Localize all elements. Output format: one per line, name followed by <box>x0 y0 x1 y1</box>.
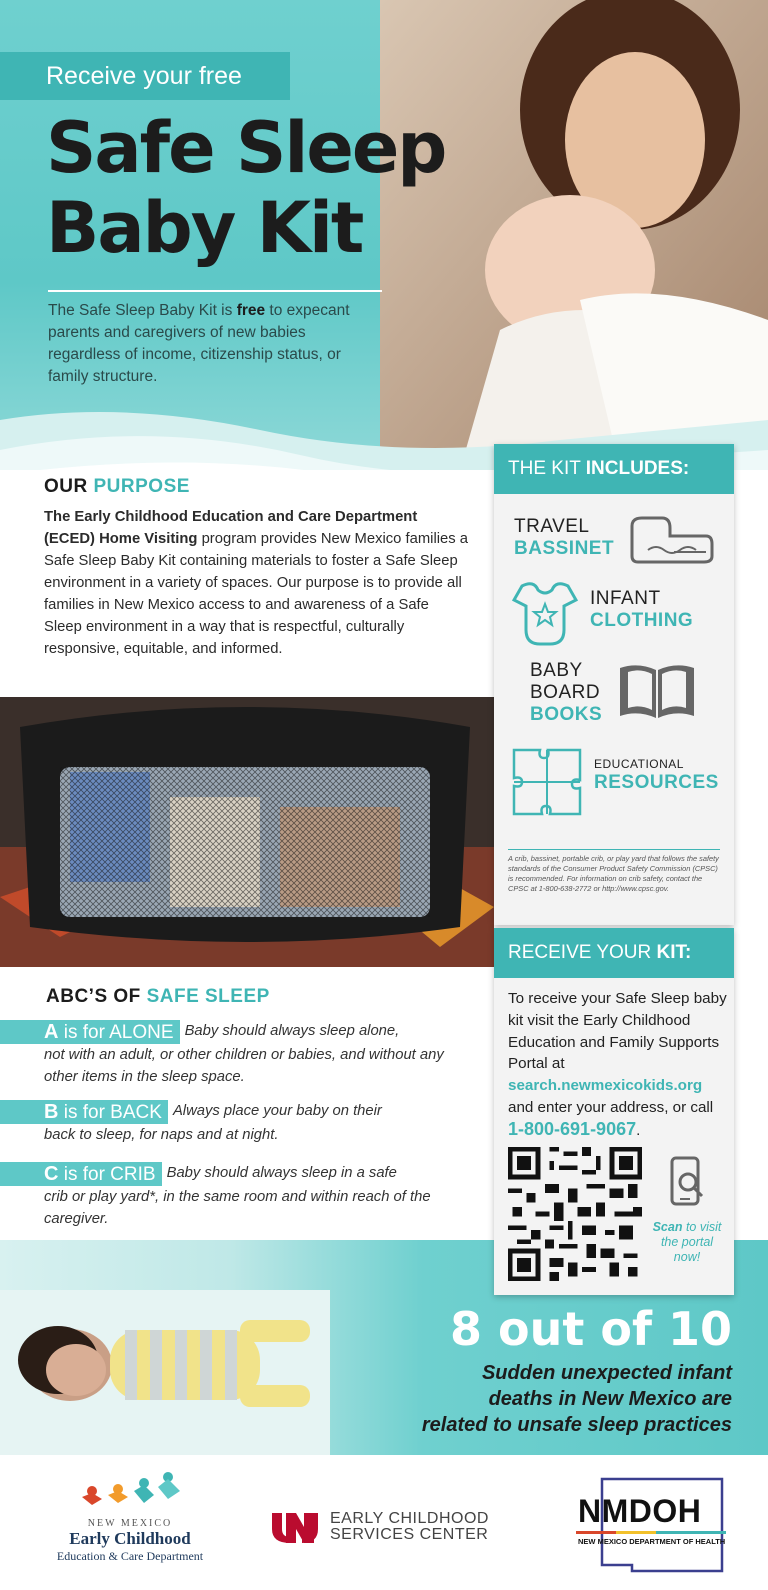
qr-code[interactable] <box>508 1144 642 1284</box>
abc-heading-accent: SAFE SLEEP <box>146 986 270 1007</box>
kit-item-line1: EDUCATIONAL <box>594 757 684 771</box>
onesie-icon <box>512 578 578 648</box>
eced-logo <box>40 1469 220 1579</box>
scan-bold: Scan <box>652 1220 683 1234</box>
ecsc-logo <box>270 1509 520 1549</box>
intro-pre: The Safe Sleep Baby Kit is <box>48 302 237 319</box>
kit-item-books <box>494 656 734 736</box>
portal-link[interactable]: search.newmexicokids.org <box>508 1077 703 1095</box>
purpose-heading-accent: PURPOSE <box>93 476 190 497</box>
kit-item-bassinet <box>494 506 734 566</box>
abc-badge <box>0 1100 168 1124</box>
intro-free: free <box>236 302 266 319</box>
abc-letter: C <box>44 1163 59 1185</box>
stat-line-2: deaths in New Mexico are <box>488 1388 732 1410</box>
abc-label: is for ALONE <box>58 1022 174 1043</box>
purpose-text <box>44 506 469 660</box>
travel-bassinet-photo <box>0 697 494 967</box>
kit-item-label <box>514 516 614 560</box>
eced-figures-icon <box>70 1469 190 1509</box>
title-line-1: Safe Sleep <box>46 107 446 189</box>
receive-heading-bold: KIT: <box>656 942 692 963</box>
abc-heading <box>46 986 270 1008</box>
unm-monogram-icon <box>270 1509 320 1545</box>
abc-label: is for CRIB <box>58 1164 156 1185</box>
kit-item-accent: RESOURCES <box>594 772 719 793</box>
ecsc-line-2: SERVICES CENTER <box>330 1526 489 1543</box>
kit-includes-heading <box>494 444 734 494</box>
abc-text-first: Baby should always sleep alone, <box>184 1023 400 1039</box>
kit-item-resources <box>494 742 734 822</box>
receive-instructions <box>508 988 728 1142</box>
receive-kit-card <box>494 928 734 1295</box>
kit-item-line2: BOARD <box>530 682 601 703</box>
abc-text-rest: not with an adult, or other children or babies, and without any other items in the sleep space. <box>44 1047 444 1085</box>
statistic-description <box>332 1360 732 1438</box>
phone-number-link[interactable]: 1-800-691-9067 <box>508 1118 637 1139</box>
nmdoh-name: NMDOH <box>578 1493 702 1529</box>
receive-body-2: and enter your address, or call <box>508 1098 714 1116</box>
stat-line-1: Sudden unexpected infant <box>481 1362 732 1384</box>
statistic-number: 8 out of 10 <box>449 1302 732 1356</box>
kit-item-line1: TRAVEL <box>514 516 590 537</box>
abc-row-crib <box>0 1162 470 1230</box>
abc-row-back <box>0 1100 470 1146</box>
purpose-heading <box>44 476 190 498</box>
abc-text-rest: crib or play yard*, in the same room and within reach of the caregiver. <box>44 1189 431 1227</box>
kit-item-label <box>530 660 602 726</box>
abc-letter: B <box>44 1101 59 1123</box>
bassinet-icon <box>628 514 714 566</box>
kit-heading-plain: THE KIT <box>508 458 586 479</box>
intro-text <box>48 300 378 388</box>
kit-includes-card <box>494 444 734 925</box>
eced-logo-small: NEW MEXICO <box>87 1518 173 1529</box>
receive-free-tag: Receive your free <box>0 52 290 100</box>
purpose-heading-plain: OUR <box>44 476 94 497</box>
phone-scan-icon <box>664 1156 708 1212</box>
stat-line-3: related to unsafe sleep practices <box>421 1414 732 1436</box>
title-line-2: Baby Kit <box>46 187 363 269</box>
receive-body-3: . <box>636 1121 641 1139</box>
abc-badge <box>0 1020 180 1044</box>
kit-item-line1: BABY <box>530 660 583 681</box>
partner-logos-footer <box>0 1455 768 1590</box>
sleeping-baby-photo <box>0 1290 330 1455</box>
intro-post: to expecant parents and caregivers of new babies regardless of income, citizenship status, or family structure. <box>48 302 350 385</box>
kit-heading-bold: INCLUDES: <box>585 458 690 479</box>
abc-text-first: Baby should always sleep in a safe <box>166 1165 397 1181</box>
scan-caption <box>650 1220 724 1265</box>
kit-item-label <box>590 588 693 632</box>
abc-heading-plain: ABC’S OF <box>46 986 147 1007</box>
kit-item-clothing <box>494 572 734 642</box>
abc-text-rest: back to sleep, for naps and at night. <box>44 1127 279 1143</box>
kit-item-accent: CLOTHING <box>590 610 694 631</box>
eced-logo-name: Early Childhood <box>69 1529 191 1548</box>
purpose-text-rest: program provides New Mexico families a Safe Sleep Baby Kit containing materials to foster a Safe Sleep environment in a variety of spaces. Our purpose is to provide all families in New Mexico access to and awareness of a Safe Sleep environment in a way that is respectful, culturally responsive, equitable, and informed. <box>44 531 469 657</box>
book-icon <box>616 660 698 724</box>
abc-label: is for BACK <box>58 1102 162 1123</box>
kit-item-label <box>594 756 719 794</box>
kit-item-accent: BASSINET <box>514 538 615 559</box>
puzzle-icon <box>510 746 584 818</box>
cpsc-note: A crib, bassinet, portable crib, or play yard that follows the safety standards of the Consumer Product Safety Commission (CPSC) is recommended. For information on crib safety, contact the CPSC at 1-800-638-2772 or http://www.cpsc.gov. <box>508 854 719 893</box>
abc-letter: A <box>44 1021 59 1043</box>
page-title <box>46 108 445 268</box>
kit-divider <box>508 849 720 850</box>
abc-row-alone <box>0 1020 470 1088</box>
title-divider <box>48 290 382 292</box>
receive-heading-plain: RECEIVE YOUR <box>508 942 657 963</box>
kit-item-accent: BOOKS <box>530 704 603 725</box>
purpose-text-bold: The Early Childhood Education and Care Department (ECED) Home Visiting <box>44 509 418 547</box>
receive-body-1: To receive your Safe Sleep baby kit visit the Early Childhood Education and Family Supports Portal at <box>508 990 727 1073</box>
receive-kit-heading <box>494 928 734 978</box>
kit-item-line1: INFANT <box>590 588 661 609</box>
eced-logo-sub: Education & Care Department <box>56 1549 204 1563</box>
hero-banner <box>0 0 768 470</box>
scan-rest: to visit the portal now! <box>660 1220 722 1264</box>
nmdoh-dept: NEW MEXICO DEPARTMENT OF HEALTH <box>578 1537 726 1546</box>
abc-text-first: Always place your baby on their <box>172 1103 382 1119</box>
ecsc-logo-text <box>330 1511 489 1543</box>
nmdoh-logo <box>572 1475 732 1575</box>
ecsc-line-1: EARLY CHILDHOOD <box>330 1510 489 1527</box>
abc-badge <box>0 1162 162 1186</box>
